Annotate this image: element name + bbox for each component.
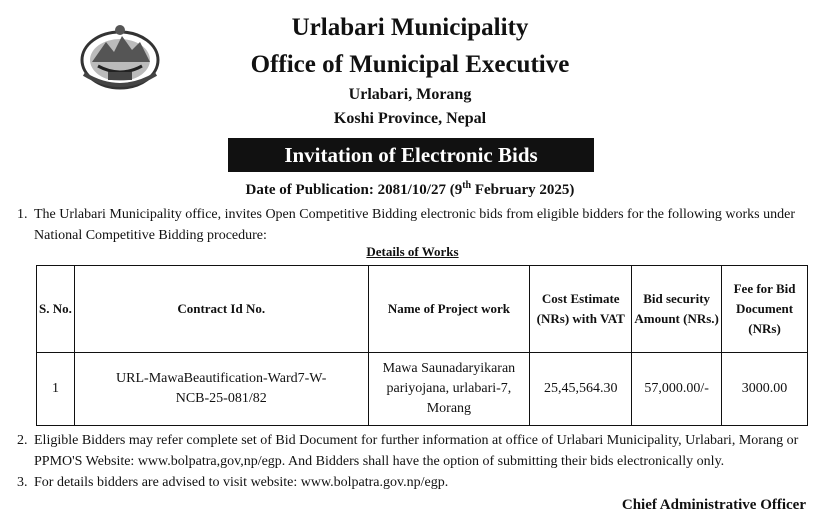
- office-name: Office of Municipal Executive: [250, 51, 570, 78]
- paragraph-2-text: Eligible Bidders may refer complete set of Bid Document for further information at office of Urlabari Municipality, Urlabari, Morang or PPMO'S Website: www.bolpatra,gov,np/egp. And Bidders shall have the option of submitting their bids electronically only.: [34, 433, 799, 469]
- details-of-works-title: Details of Works: [366, 244, 459, 259]
- publication-date-sup: th: [462, 180, 472, 191]
- paragraph-3: [17, 472, 807, 493]
- paragraph-1-number: 1.: [17, 207, 28, 222]
- office-location: Urlabari, Morang: [348, 86, 472, 103]
- paragraph-2: [17, 430, 807, 472]
- municipality-name: Urlabari Municipality: [291, 14, 529, 41]
- header-fee: Fee for Bid Document (NRs): [722, 266, 808, 353]
- cell-contract-id: URL-MawaBeautification-Ward7-W-NCB-25-081/82: [74, 353, 368, 426]
- paragraph-1: [17, 204, 807, 246]
- cell-bid-security: 57,000.00/-: [632, 353, 722, 426]
- cell-project-name: Mawa Saunadaryikaran pariyojana, urlabari-7, Morang: [368, 353, 530, 426]
- paragraph-3-number: 3.: [17, 475, 28, 490]
- header-project-name: Name of Project work: [368, 266, 530, 353]
- cell-cost-estimate: 25,45,564.30: [530, 353, 632, 426]
- signatory-title: Chief Administrative Officer: [621, 497, 806, 513]
- cell-sno: 1: [37, 353, 75, 426]
- paragraph-3-text: For details bidders are advised to visit website: www.bolpatra.gov.np/egp.: [34, 475, 449, 490]
- header-sno: S. No.: [37, 266, 75, 353]
- header-contract-id: Contract Id No.: [74, 266, 368, 353]
- table-header-row: [37, 266, 808, 353]
- office-province: Koshi Province, Nepal: [333, 110, 487, 127]
- notice-title-banner: Invitation of Electronic Bids: [228, 138, 594, 172]
- cell-fee: 3000.00: [722, 353, 808, 426]
- publication-date: [0, 180, 820, 199]
- header-cost-estimate: Cost Estimate (NRs) with VAT: [530, 266, 632, 353]
- publication-date-label: Date of Publication: 2081/10/27 (9: [245, 182, 463, 198]
- header-bid-security: Bid security Amount (NRs.): [632, 266, 722, 353]
- publication-date-rest: February 2025): [471, 182, 575, 198]
- table-row: [37, 353, 808, 426]
- paragraph-1-text: The Urlabari Municipality office, invites Open Competitive Bidding electronic bids from eligible bidders for the following works under National Competitive Bidding procedure:: [34, 207, 796, 243]
- works-table: [36, 265, 808, 426]
- paragraph-2-number: 2.: [17, 433, 28, 448]
